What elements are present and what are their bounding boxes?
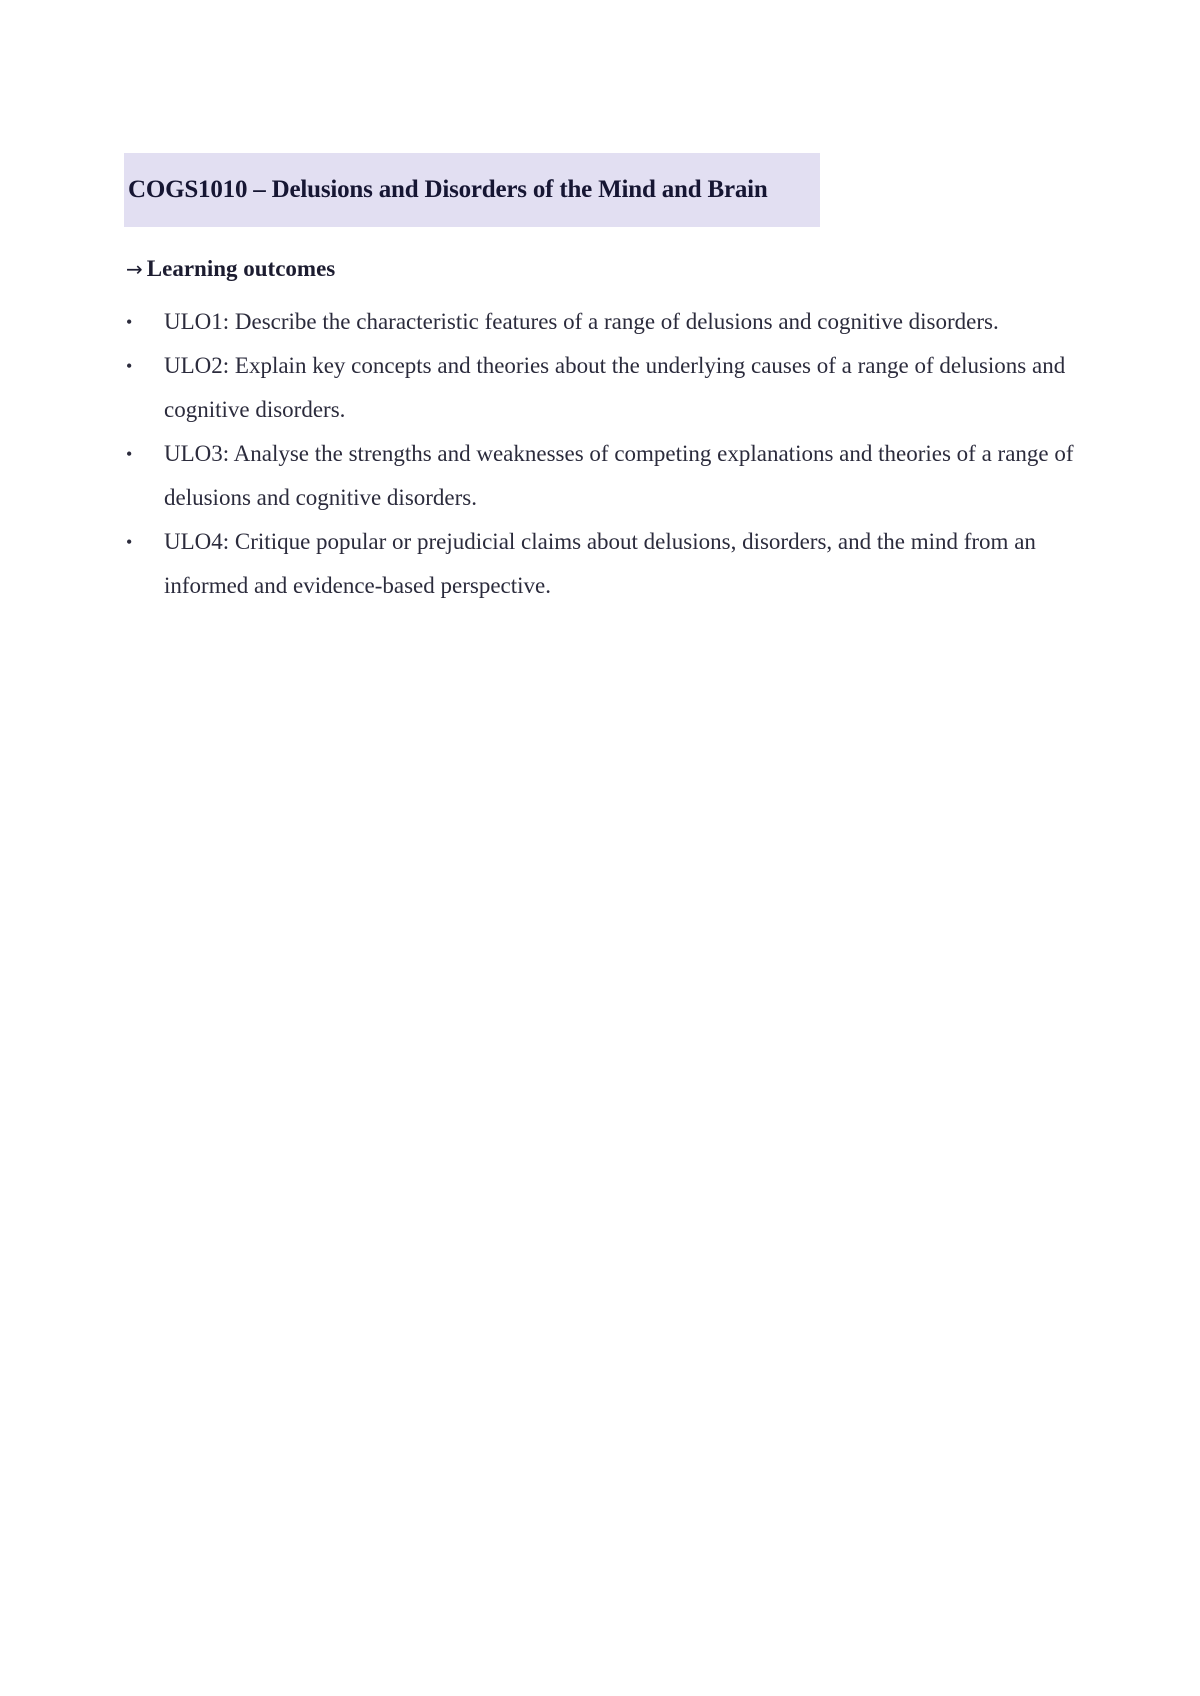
list-item: [124, 432, 1084, 520]
outcome-text: ULO1: Describe the characteristic features of a range of delusions and cognitive disorders.: [164, 309, 999, 334]
arrow-right-icon: →: [126, 257, 143, 281]
outcome-text: ULO4: Critique popular or prejudicial claims about delusions, disorders, and the mind from an informed and evidence-based perspective.: [164, 529, 1036, 598]
bullet-icon: •: [126, 312, 133, 332]
list-item: [124, 344, 1084, 432]
learning-outcomes-list: [124, 300, 1084, 608]
outcome-text: ULO3: Analyse the strengths and weaknesses of competing explanations and theories of a range of delusions and cognitive disorders.: [164, 441, 1074, 510]
list-item: [124, 520, 1084, 608]
document-title: COGS1010 – Delusions and Disorders of the Mind and Brain: [128, 176, 768, 203]
title-banner: [124, 153, 820, 227]
section-heading: [126, 256, 335, 282]
bullet-icon: •: [126, 356, 133, 376]
bullet-icon: •: [126, 532, 133, 552]
outcome-text: ULO2: Explain key concepts and theories about the underlying causes of a range of delusions and cognitive disorders.: [164, 353, 1066, 422]
section-heading-label: Learning outcomes: [146, 256, 336, 281]
list-item: [124, 300, 1084, 344]
bullet-icon: •: [126, 444, 133, 464]
